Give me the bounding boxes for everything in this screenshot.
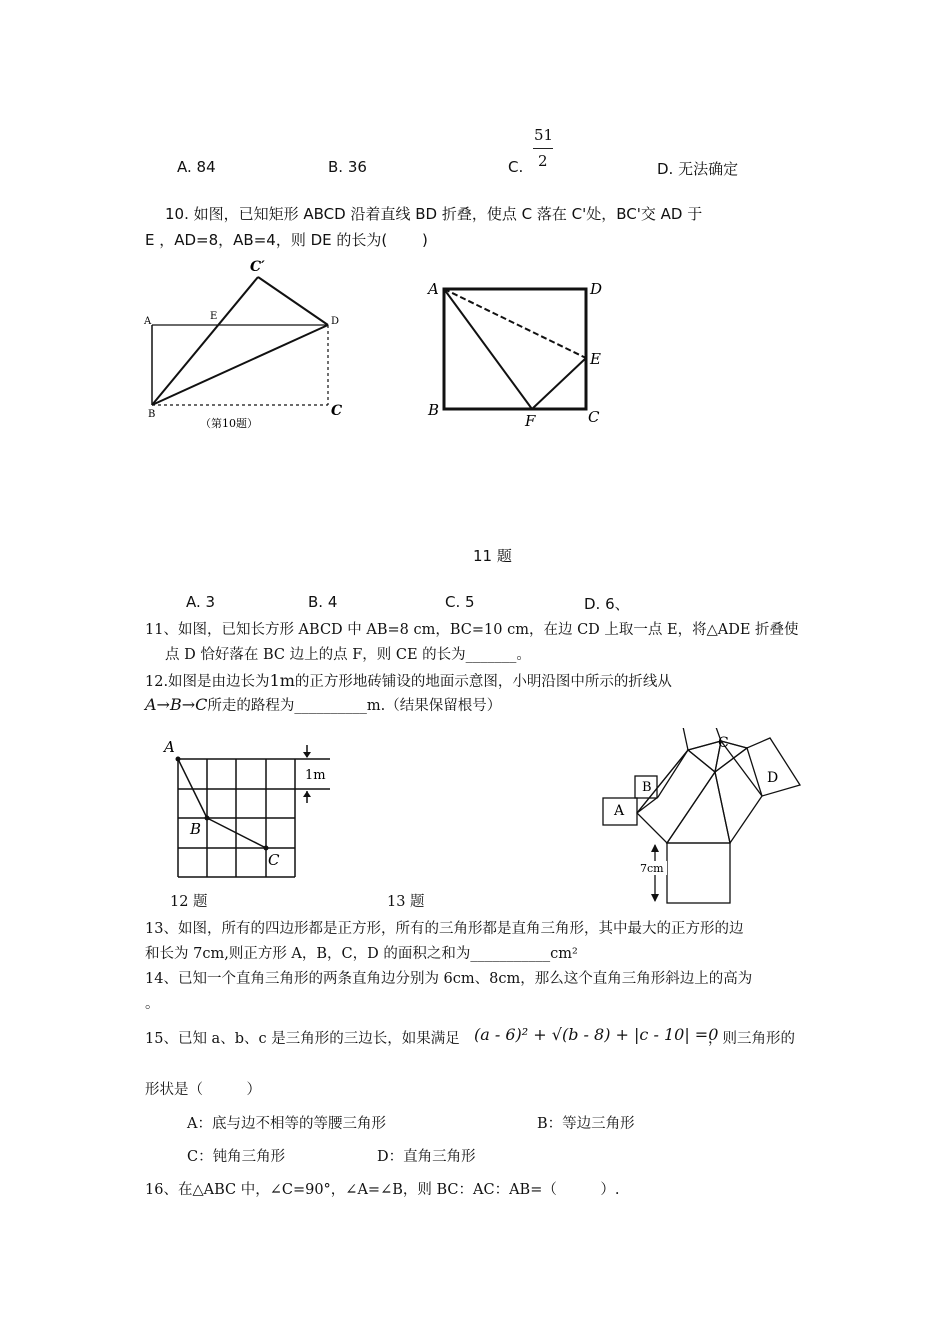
label-7cm: 7cm [640,862,664,875]
q10-option-c: C. 5 [445,593,475,611]
label-c-prime: C′ [250,259,265,275]
q15-option-c: C：钝角三角形 [187,1149,286,1165]
unit-1m: 1m [269,671,295,690]
figure-q12 [155,735,345,885]
q10-option-b: B. 4 [308,593,338,611]
q10-option-d: D. 6、 [584,595,630,613]
q15-text-line1-pre: 15、已知 a、b、c 是三角形的三边长，如果满足 [145,1031,460,1047]
figure-caption: （第10题） [200,417,258,430]
label-e: E [590,350,601,368]
figure-13-caption: 13 题 [387,894,425,910]
label-b: B [148,409,156,420]
q10-text-line2: E ，AD=8，AB=4，则 DE 的长为( ) [145,231,428,249]
q15-option-d: D：直角三角形 [377,1149,476,1165]
label-a: A [144,316,152,327]
q9-option-c-prefix: C. [508,158,524,176]
label-b: B [428,401,440,419]
q13-text-line2: 和长为 7cm,则正方形 A，B，C，D 的面积之和为___________cm² [145,946,578,962]
figure-q13 [595,728,825,908]
q14-text-line2: 。 [145,996,160,1012]
label-1m: 1m [305,768,326,783]
q10-text-line1: 10. 如图，已知矩形 ABCD 沿着直线 BD 折叠，使点 C 落在 C'处，BC'交 AD 于 [165,205,703,223]
label-b: B [190,820,202,838]
q14-text-line1: 14、已知一个直角三角形的两条直角边分别为 6cm、8cm，那么这个直角三角形斜边上的高为 [145,971,753,987]
q15-option-a: A：底与边不相等的等腰三角形 [187,1116,386,1132]
label-d: D [590,280,603,298]
label-a: A [164,738,175,756]
label-c: C [268,851,280,869]
q15-text-line2: 形状是（ ） [145,1082,261,1098]
q16-text-line1: 16、在△ABC 中，∠C=90°，∠A=∠B，则 BC：AC：AB=（ ）. [145,1182,620,1198]
q12-text-line2 [145,694,501,715]
q9-option-c-numerator: 51 [534,126,554,144]
label-c: C [588,408,600,426]
label-d: D [331,316,340,327]
q10-option-a: A. 3 [186,593,216,611]
q9-option-c-denominator: 2 [538,152,548,170]
figure-11-caption: 11 题 [473,547,512,565]
label-d: D [767,770,779,786]
label-a: A [428,280,439,298]
q9-option-a: A. 84 [177,158,216,176]
q15-option-b: B：等边三角形 [537,1116,635,1132]
label-b: B [642,780,652,795]
label-f: F [525,412,536,430]
q12-text-pre: 12.如图是由边长为 [145,674,270,690]
q12-text-rest: 所走的路程为__________m.（结果保留根号） [207,698,502,714]
figure-12-caption: 12 题 [170,894,208,910]
figure-q10 [140,255,360,435]
fraction-bar [533,148,553,149]
q11-text-line1: 11、如图，已知长方形 ABCD 中 AB=8 cm，BC=10 cm，在边 CD 上取一点 E，将△ADE 折叠使 [145,622,799,638]
q12-text-post: 的正方形地砖铺设的地面示意图，小明沿图中所示的折线从 [294,674,672,690]
q11-text-line2: 点 D 恰好落在 BC 边上的点 F，则 CE 的长为_______。 [165,647,531,663]
label-a: A [614,803,625,819]
q9-option-b: B. 36 [328,158,367,176]
label-c: C [331,403,343,419]
q15-text-line1-post: ，则三角形的 [708,1031,795,1047]
path-a-b-c: A→B→C [145,695,208,714]
q12-text-line1 [145,670,672,691]
q15-formula: (a - 6)² + √(b - 8) + |c - 10| =0 [474,1025,719,1044]
figure-q11 [420,270,620,430]
label-e: E [210,311,218,322]
label-c: C [718,735,729,751]
q13-text-line1: 13、如图，所有的四边形都是正方形，所有的三角形都是直角三角形，其中最大的正方形的边 [145,921,744,937]
q9-option-d: D. 无法确定 [657,160,739,178]
